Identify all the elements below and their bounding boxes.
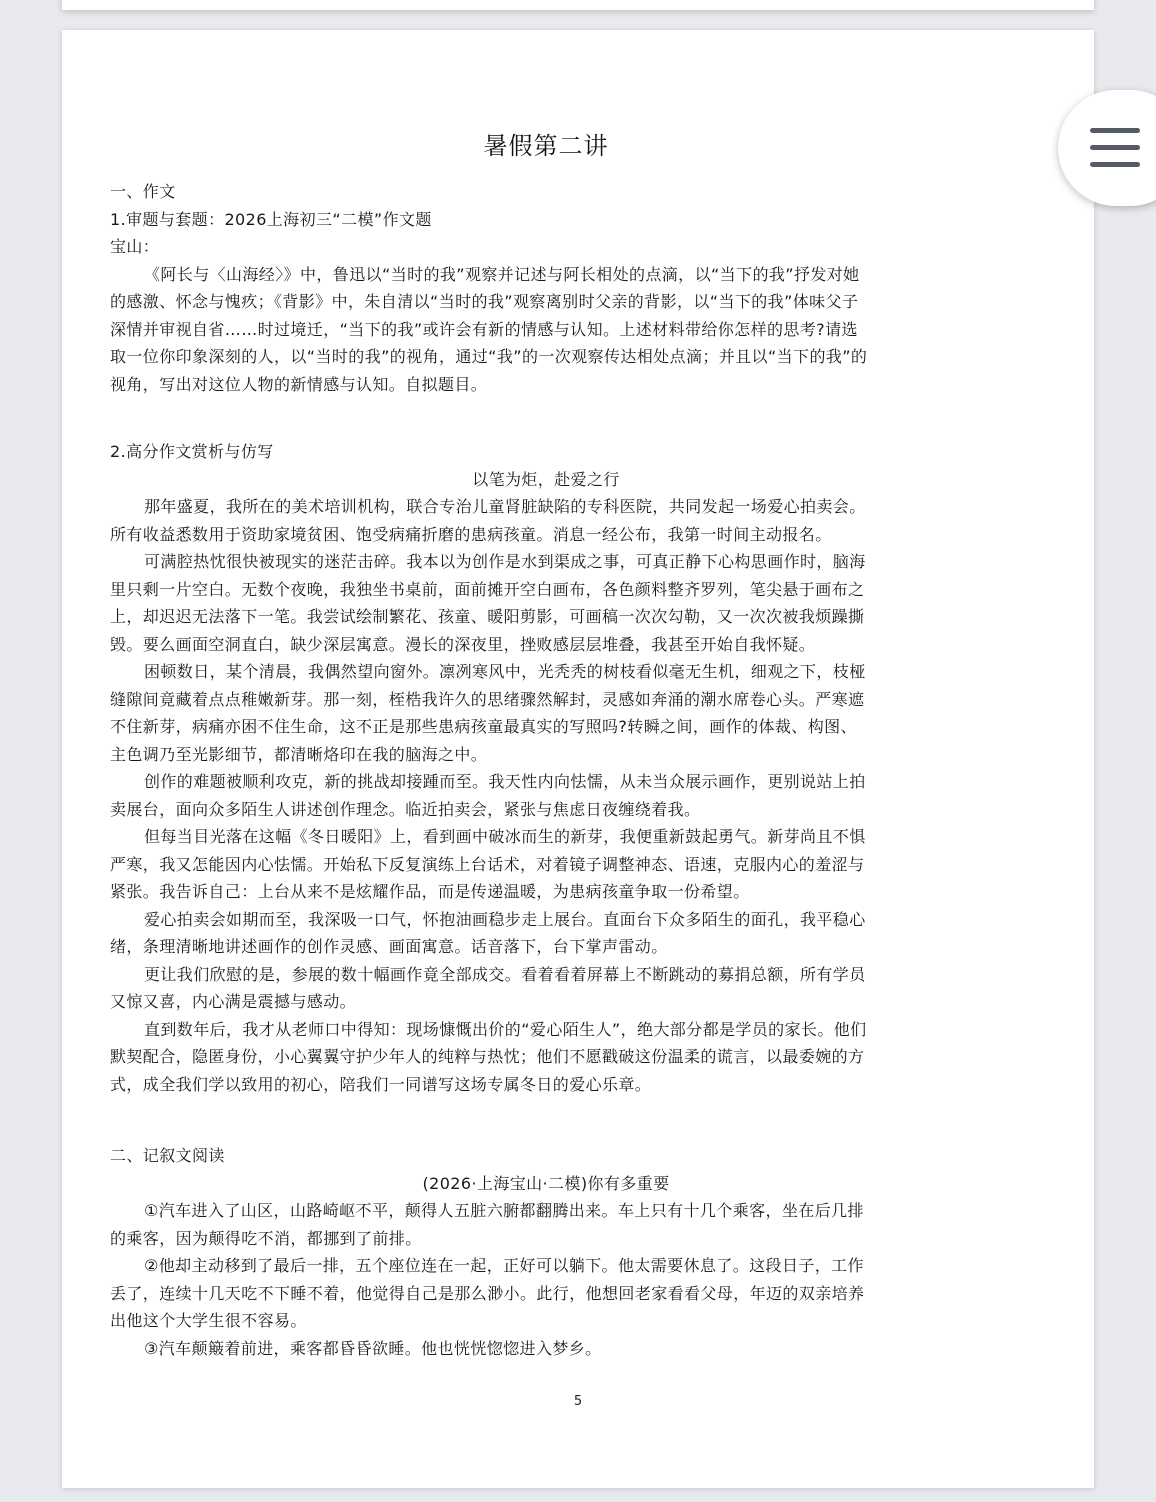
- page-number: 5: [573, 1394, 583, 1409]
- section-heading-essay: 一、作文: [110, 182, 176, 201]
- essay-line: 可满腔热忱很快被现实的迷茫击碎。我本以为创作是水到渠成之事，可真正静下心构思画作时，脑海: [144, 552, 866, 571]
- previous-page-edge: [62, 0, 1094, 10]
- section-heading-reading: 二、记叙文阅读: [110, 1146, 225, 1165]
- essay-line: 上，却迟迟无法落下一笔。我尝试绘制繁花、孩童、暖阳剪影，可画稿一次次勾勒，又一次次被我烦躁撕: [110, 607, 865, 626]
- reading-passage-body: [110, 1197, 982, 1362]
- prompt-line: 的感激、怀念与愧疚；《背影》中，朱自清以“当时的我”观察离别时父亲的背影，以“当下的我”体味父子: [110, 292, 859, 311]
- essay-line: 卖展台，面向众多陌生人讲述创作理念。临近拍卖会，紧张与焦虑日夜缠绕着我。: [110, 799, 701, 819]
- prompt-line: 深情并审视自省……时过境迁，“当下的我”或许会有新的情感与认知。上述材料带给你怎样的思考?请选: [110, 319, 858, 339]
- prompt-line: 《阿长与〈山海经〉》中，鲁迅以“当时的我”观察并记述与阿长相处的点滴，以“当下的我”抒发对她: [144, 264, 860, 284]
- essay-line: 缝隙间竟藏着点点稚嫩新芽。那一刻，桎梏我许久的思绪骤然解封，灵感如奔涌的潮水席卷心头。严寒遮: [110, 689, 865, 709]
- subsection-heading-model-essay: 2.高分作文赏析与仿写: [110, 442, 274, 461]
- passage-line: ②他却主动移到了最后一排，五个座位连在一起，正好可以躺下。他太需要休息了。这段日子，工作: [144, 1256, 864, 1275]
- essay-prompt: [110, 261, 982, 399]
- passage-title: (2026·上海宝山·二模)你有多重要: [422, 1173, 670, 1193]
- page-title: 暑假第二讲: [483, 132, 609, 160]
- document-page: [62, 30, 1094, 1488]
- essay-line: 里只剩一片空白。无数个夜晚，我独坐书桌前，面前摊开空白画布，各色颜料整齐罗列，笔尖悬于画布之: [110, 579, 865, 599]
- essay-line: 严寒，我又怎能因内心怯懦。开始私下反复演练上台话术，对着镜子调整神态、语速，克服内心的羞涩与: [110, 854, 865, 874]
- essay-line: 紧张。我告诉自己：上台从来不是炫耀作品，而是传递温暖，为患病孩童争取一份希望。: [110, 882, 750, 901]
- passage-line: 丢了，连续十几天吃不下睡不着，他觉得自己是那么渺小。此行，他想回老家看看父母，年迈的双亲培养: [110, 1283, 865, 1303]
- prompt-line: 视角，写出对这位人物的新情感与认知。自拟题目。: [110, 374, 488, 394]
- essay-line: 绪，条理清晰地讲述画作的创作灵感、画面寓意。话音落下，台下掌声雷动。: [110, 937, 668, 956]
- prompt-line: 取一位你印象深刻的人，以“当时的我”的视角，通过“我”的一次观察传达相处点滴；并且以“当下的我”的: [110, 347, 868, 366]
- essay-line: 爱心拍卖会如期而至，我深吸一口气，怀抱油画稳步走上展台。直面台下众多陌生的面孔，我平稳心: [144, 909, 866, 929]
- essay-line: 不住新芽，病痛亦困不住生命，这不正是那些患病孩童最真实的写照吗?转瞬之间，画作的体裁、构图、: [110, 717, 857, 736]
- region-label: 宝山：: [110, 237, 160, 256]
- passage-line: 的乘客，因为颠得吃不消，都挪到了前排。: [110, 1228, 422, 1248]
- essay-line: 那年盛夏，我所在的美术培训机构，联合专治儿童肾脏缺陷的专科医院，共同发起一场爱心拍卖会。: [144, 497, 866, 516]
- essay-line: 直到数年后，我才从老师口中得知：现场慷慨出价的“爱心陌生人”，绝大部分都是学员的家长。他们: [144, 1019, 867, 1039]
- essay-title: 以笔为炬，赴爱之行: [472, 469, 620, 489]
- passage-line: ①汽车进入了山区，山路崎岖不平，颠得人五脏六腑都翻腾出来。车上只有十几个乘客，坐在后几排: [144, 1201, 864, 1220]
- passage-line: 出他这个大学生很不容易。: [110, 1311, 307, 1330]
- essay-line: 但每当目光落在这幅《冬日暖阳》上，看到画中破冰而生的新芽，我便重新鼓起勇气。新芽尚且不惧: [144, 827, 866, 846]
- essay-line: 创作的难题被顺利攻克，新的挑战却接踵而至。我天性内向怯懦，从未当众展示画作，更别说站上拍: [144, 772, 866, 791]
- essay-line: 所有收益悉数用于资助家境贫困、饱受病痛折磨的患病孩童。消息一经公布，我第一时间主动报名。: [110, 524, 832, 544]
- essay-line: 更让我们欣慰的是，参展的数十幅画作竟全部成交。看着看着屏幕上不断跳动的募捐总额，所有学员: [144, 964, 866, 984]
- essay-line: 又惊又喜，内心满是震撼与感动。: [110, 992, 357, 1011]
- passage-line: ③汽车颠簸着前进，乘客都昏昏欲睡。他也恍恍惚惚进入梦乡。: [144, 1338, 602, 1358]
- essay-line: 毁。要么画面空洞直白，缺少深层寓意。漫长的深夜里，挫败感层层堆叠，我甚至开始自我怀疑。: [110, 634, 816, 654]
- essay-line: 困顿数日，某个清晨，我偶然望向窗外。凛冽寒风中，光秃秃的树枝看似毫无生机，细观之下，枝桠: [144, 662, 866, 681]
- spacer: [110, 1098, 982, 1142]
- essay-line: 式，成全我们学以致用的初心，陪我们一同谱写这场专属冬日的爱心乐章。: [110, 1074, 652, 1094]
- subsection-heading-prompt: 1.审题与套题：2026上海初三“二模”作文题: [110, 209, 432, 229]
- essay-line: 默契配合，隐匿身份，小心翼翼守护少年人的纯粹与热忱；他们不愿戳破这份温柔的谎言，以最委婉的方: [110, 1047, 865, 1066]
- spacer: [110, 398, 982, 438]
- essay-line: 主色调乃至光影细节，都清晰烙印在我的脑海之中。: [110, 744, 488, 764]
- model-essay-body: [110, 493, 982, 1098]
